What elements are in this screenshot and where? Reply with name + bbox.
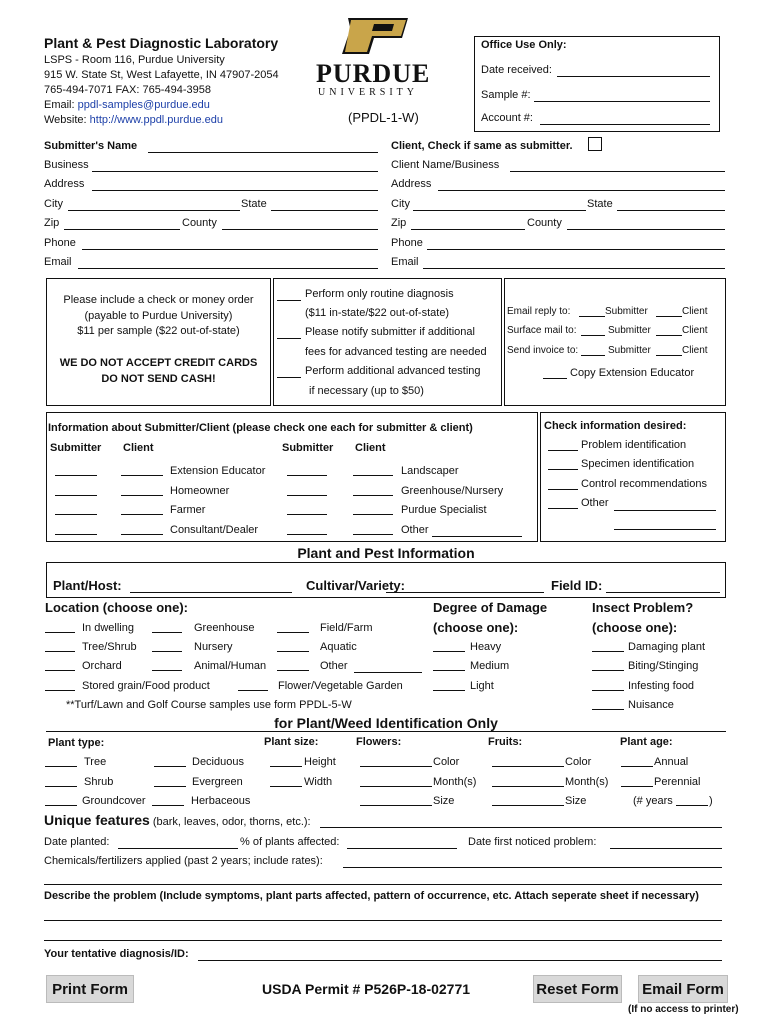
plant-type-item: Tree bbox=[84, 756, 107, 768]
insect-title: Insect Problem? bbox=[592, 600, 694, 615]
client-name-label: Client Name/Business bbox=[391, 159, 500, 171]
submitter-email-field[interactable] bbox=[78, 268, 378, 269]
years-label: (# years bbox=[633, 795, 673, 807]
surface-mail-submitter-check[interactable] bbox=[581, 335, 605, 336]
advanced-testing-label2: if necessary (up to $50) bbox=[309, 385, 424, 397]
plant-size-item: Height bbox=[304, 756, 336, 768]
loc-item: Tree/Shrub bbox=[82, 641, 137, 653]
info-left-item: Farmer bbox=[170, 504, 206, 516]
info-right-item: Other bbox=[401, 524, 429, 536]
email-reply-submitter-check[interactable] bbox=[579, 316, 605, 317]
fruits-label: Fruits: bbox=[488, 736, 523, 748]
client-email-label: Email bbox=[391, 256, 419, 268]
client-email-field[interactable] bbox=[423, 268, 725, 269]
check-info-check[interactable] bbox=[548, 508, 578, 509]
check-info-check[interactable] bbox=[548, 469, 578, 470]
account-number-label: Account #: bbox=[481, 112, 533, 124]
submitter-county-field[interactable] bbox=[222, 229, 378, 230]
plant-type-check[interactable] bbox=[45, 766, 77, 767]
submitter-name-field[interactable] bbox=[148, 152, 378, 153]
client-phone-label: Phone bbox=[391, 237, 423, 249]
email-label: Email: bbox=[44, 99, 78, 111]
loc-item: Aquatic bbox=[320, 641, 357, 653]
submitter-state-field[interactable] bbox=[271, 210, 378, 211]
loc-check[interactable] bbox=[152, 670, 182, 671]
payment-line2: (payable to Purdue University) bbox=[84, 310, 233, 322]
plant-age-check[interactable] bbox=[621, 786, 653, 787]
routine-diagnosis-label: Perform only routine diagnosis bbox=[305, 288, 454, 300]
insect-check[interactable] bbox=[592, 709, 624, 710]
client-zip-field[interactable] bbox=[411, 229, 525, 230]
unique-features-field[interactable] bbox=[320, 827, 722, 828]
submitter-phone-field[interactable] bbox=[82, 249, 378, 250]
notify-fees-label1: Please notify submitter if additional bbox=[305, 326, 475, 338]
loc-check[interactable] bbox=[152, 651, 182, 652]
plant-age-item: Perennial bbox=[654, 776, 701, 788]
field-id-label: Field ID: bbox=[551, 578, 603, 593]
info-submitter-header-left: Submitter bbox=[50, 442, 102, 454]
plant-size-check[interactable] bbox=[270, 786, 302, 787]
client-county-field[interactable] bbox=[567, 229, 725, 230]
submitter-city-label: City bbox=[44, 198, 63, 210]
plant-host-field[interactable] bbox=[130, 592, 292, 593]
submitter-email-label: Email bbox=[44, 256, 72, 268]
damage-item: Light bbox=[470, 680, 494, 692]
info-client-header-left: Client bbox=[123, 442, 154, 454]
loc-item: Greenhouse bbox=[194, 622, 255, 634]
fruit-size-field[interactable] bbox=[492, 805, 564, 806]
fruit-color-label: Color bbox=[565, 756, 592, 768]
damage-title: Degree of Damage bbox=[433, 600, 548, 615]
plant-type-check[interactable] bbox=[152, 805, 184, 806]
lab-phone-fax: 765-494-7071 FAX: 765-494-3958 bbox=[44, 84, 211, 96]
client-state-field[interactable] bbox=[617, 210, 725, 211]
submitter-phone-label: Phone bbox=[44, 237, 76, 249]
loc-item: Orchard bbox=[82, 660, 122, 672]
fruit-color-field[interactable] bbox=[492, 766, 564, 767]
client-zip-label: Zip bbox=[391, 217, 407, 229]
payment-warning2: DO NOT SEND CASH! bbox=[101, 373, 216, 385]
info-left-item: Consultant/Dealer bbox=[170, 524, 259, 536]
info-right-sub-check[interactable] bbox=[287, 514, 327, 515]
reset-form-button[interactable]: Reset Form bbox=[533, 975, 622, 1003]
client-county-label: County bbox=[527, 217, 562, 229]
client-address-label: Address bbox=[391, 178, 432, 190]
insect-item: Nuisance bbox=[628, 699, 674, 711]
check-info-other-field[interactable] bbox=[614, 510, 716, 511]
lab-address-line2: 915 W. State St, West Lafayette, IN 47907-2054 bbox=[44, 69, 279, 81]
insect-item: Damaging plant bbox=[628, 641, 706, 653]
info-other-field[interactable] bbox=[432, 536, 522, 537]
flower-size-label: Size bbox=[433, 795, 455, 807]
plant-type-check[interactable] bbox=[154, 786, 186, 787]
client-address-field[interactable] bbox=[438, 190, 725, 191]
usda-permit: USDA Permit # P526P-18-02771 bbox=[262, 981, 471, 997]
advanced-testing-check[interactable] bbox=[277, 377, 301, 378]
flower-size-field[interactable] bbox=[360, 805, 432, 806]
send-invoice-submitter-check[interactable] bbox=[581, 355, 605, 356]
info-left-client-check[interactable] bbox=[121, 514, 163, 515]
cultivar-field[interactable] bbox=[386, 592, 544, 593]
plant-size-item: Width bbox=[304, 776, 333, 788]
plant-size-check[interactable] bbox=[270, 766, 302, 767]
loc-item: Animal/Human bbox=[194, 660, 267, 672]
client-same-checkbox[interactable] bbox=[588, 137, 602, 151]
info-right-client-check[interactable] bbox=[353, 514, 393, 515]
chemicals-label: Chemicals/fertilizers applied (past 2 years; include rates): bbox=[44, 855, 323, 867]
weed-id-title: for Plant/Weed Identification Only bbox=[46, 714, 726, 732]
plant-age-label: Plant age: bbox=[620, 736, 673, 748]
loc-item: Nursery bbox=[194, 641, 233, 653]
surface-mail-submitter: Submitter bbox=[608, 325, 651, 336]
client-phone-field[interactable] bbox=[427, 249, 725, 250]
chemicals-field-2[interactable] bbox=[44, 884, 722, 885]
payment-line3: $11 per sample ($22 out-of-state) bbox=[77, 325, 240, 337]
account-number-field[interactable] bbox=[540, 124, 710, 125]
unique-features-label: Unique features bbox=[44, 812, 150, 828]
damage-check[interactable] bbox=[433, 670, 465, 671]
loc-check[interactable] bbox=[238, 690, 268, 691]
insect-check[interactable] bbox=[592, 690, 624, 691]
plant-type-item: Deciduous bbox=[192, 756, 244, 768]
email-reply-client: Client bbox=[682, 306, 708, 317]
fruit-month-label: Month(s) bbox=[565, 776, 609, 788]
submitter-zip-field[interactable] bbox=[64, 229, 180, 230]
insect-item: Biting/Stinging bbox=[628, 660, 699, 672]
loc-check[interactable] bbox=[45, 690, 75, 691]
surface-mail-client-check[interactable] bbox=[656, 335, 682, 336]
lab-website-row bbox=[44, 114, 223, 126]
print-form-button[interactable]: Print Form bbox=[46, 975, 134, 1003]
client-city-label: City bbox=[391, 198, 410, 210]
info-left-sub-check[interactable] bbox=[55, 514, 97, 515]
field-id-field[interactable] bbox=[606, 592, 720, 593]
submitter-address-field[interactable] bbox=[92, 190, 378, 191]
loc-check[interactable] bbox=[277, 651, 309, 652]
check-info-other-field2[interactable] bbox=[614, 529, 716, 530]
info-right-item: Purdue Specialist bbox=[401, 504, 487, 516]
cultivar-label: Cultivar/Variety: bbox=[306, 578, 405, 593]
plant-type-item: Groundcover bbox=[82, 795, 146, 807]
info-left-client-check[interactable] bbox=[121, 534, 163, 535]
info-right-sub-check[interactable] bbox=[287, 495, 327, 496]
info-left-client-check[interactable] bbox=[121, 495, 163, 496]
years-field[interactable] bbox=[676, 805, 708, 806]
check-info-title: Check information desired: bbox=[544, 420, 687, 432]
unique-features-row bbox=[44, 812, 311, 828]
loc-item: Other bbox=[320, 660, 348, 672]
routine-diagnosis-price: ($11 in-state/$22 out-of-state) bbox=[305, 307, 450, 319]
info-right-item: Landscaper bbox=[401, 465, 459, 477]
date-received-label: Date received: bbox=[481, 64, 552, 76]
email-reply-client-check[interactable] bbox=[656, 316, 682, 317]
plant-type-check[interactable] bbox=[45, 805, 77, 806]
years-close: ) bbox=[709, 795, 713, 807]
info-client-header-right: Client bbox=[355, 442, 386, 454]
plant-size-label: Plant size: bbox=[264, 736, 319, 748]
email-form-button[interactable]: Email Form bbox=[638, 975, 728, 1003]
website-label: Website: bbox=[44, 114, 90, 126]
advanced-testing-label1: Perform additional advanced testing bbox=[305, 365, 481, 377]
check-info-item: Problem identification bbox=[581, 439, 687, 451]
info-submitter-header-right: Submitter bbox=[282, 442, 334, 454]
check-info-check[interactable] bbox=[548, 450, 578, 451]
flower-color-field[interactable] bbox=[360, 766, 432, 767]
damage-check[interactable] bbox=[433, 651, 465, 652]
date-received-field[interactable] bbox=[557, 76, 710, 77]
submitter-address-label: Address bbox=[44, 178, 85, 190]
form-code: (PPDL-1-W) bbox=[348, 110, 419, 125]
loc-check[interactable] bbox=[152, 632, 182, 633]
chemicals-field[interactable] bbox=[343, 867, 722, 868]
pct-affected-label: % of plants affected: bbox=[240, 836, 340, 848]
insect-item: Infesting food bbox=[628, 680, 695, 692]
date-planted-field[interactable] bbox=[118, 848, 238, 849]
info-right-item: Greenhouse/Nursery bbox=[401, 485, 504, 497]
damage-item: Heavy bbox=[470, 641, 502, 653]
purdue-p-logo-icon bbox=[338, 16, 412, 59]
payment-line1: Please include a check or money order bbox=[63, 294, 254, 306]
date-planted-label: Date planted: bbox=[44, 836, 110, 848]
loc-item: Stored grain/Food product bbox=[82, 680, 210, 692]
describe-label: Describe the problem (Include symptoms, plant parts affected, pattern of occurrence, etc. Attach seperate sheet if necessary) bbox=[44, 890, 699, 902]
reply-box bbox=[504, 278, 726, 406]
payment-warning1: WE DO NOT ACCEPT CREDIT CARDS bbox=[59, 357, 258, 369]
flower-color-label: Color bbox=[433, 756, 460, 768]
submitter-state-label: State bbox=[241, 198, 267, 210]
submitter-county-label: County bbox=[182, 217, 217, 229]
loc-item: Flower/Vegetable Garden bbox=[278, 680, 403, 692]
website-link[interactable]: http://www.ppdl.purdue.edu bbox=[89, 114, 223, 126]
flower-month-field[interactable] bbox=[360, 786, 432, 787]
surface-mail-label: Surface mail to: bbox=[507, 325, 577, 336]
describe-field-2[interactable] bbox=[44, 940, 722, 941]
info-right-sub-check[interactable] bbox=[287, 475, 327, 476]
plant-type-check[interactable] bbox=[154, 766, 186, 767]
info-right-client-check[interactable] bbox=[353, 475, 393, 476]
sample-number-field[interactable] bbox=[534, 101, 710, 102]
submitter-zip-label: Zip bbox=[44, 217, 60, 229]
flower-month-label: Month(s) bbox=[433, 776, 477, 788]
info-right-sub-check[interactable] bbox=[287, 534, 327, 535]
send-invoice-client-check[interactable] bbox=[656, 355, 682, 356]
plant-age-check[interactable] bbox=[621, 766, 653, 767]
info-left-sub-check[interactable] bbox=[55, 495, 97, 496]
fruit-size-label: Size bbox=[565, 795, 587, 807]
insect-check[interactable] bbox=[592, 651, 624, 652]
purdue-logo-word: PURDUE bbox=[316, 59, 431, 88]
loc-item: Field/Farm bbox=[320, 622, 373, 634]
plant-host-label: Plant/Host: bbox=[53, 578, 122, 593]
email-reply-label: Email reply to: bbox=[507, 306, 571, 317]
loc-check[interactable] bbox=[277, 670, 309, 671]
info-left-item: Extension Educator bbox=[170, 465, 266, 477]
damage-item: Medium bbox=[470, 660, 510, 672]
plant-type-item: Evergreen bbox=[192, 776, 243, 788]
loc-check[interactable] bbox=[45, 632, 75, 633]
info-right-client-check[interactable] bbox=[353, 495, 393, 496]
loc-item: In dwelling bbox=[82, 622, 134, 634]
insect-subtitle: (choose one): bbox=[592, 620, 678, 635]
info-left-client-check[interactable] bbox=[121, 475, 163, 476]
office-use-title: Office Use Only: bbox=[481, 39, 567, 51]
info-right-client-check[interactable] bbox=[353, 534, 393, 535]
check-info-item: Specimen identification bbox=[581, 458, 695, 470]
loc-check[interactable] bbox=[45, 651, 75, 652]
location-title: Location (choose one): bbox=[45, 600, 188, 615]
send-invoice-client: Client bbox=[682, 345, 708, 356]
purdue-logo-sub: UNIVERSITY bbox=[318, 87, 418, 98]
email-link[interactable]: ppdl-samples@purdue.edu bbox=[77, 99, 210, 111]
loc-check[interactable] bbox=[277, 632, 309, 633]
routine-diagnosis-check[interactable] bbox=[277, 300, 301, 301]
plant-pest-title: Plant and Pest Information bbox=[297, 545, 475, 561]
submitter-name-label: Submitter's Name bbox=[44, 140, 138, 152]
damage-check[interactable] bbox=[433, 690, 465, 691]
lab-name: Plant & Pest Diagnostic Laboratory bbox=[44, 35, 279, 51]
diagnosis-label: Your tentative diagnosis/ID: bbox=[44, 948, 189, 960]
send-invoice-label: Send invoice to: bbox=[507, 345, 579, 356]
check-info-item: Other bbox=[581, 497, 609, 509]
turf-note: **Turf/Lawn and Golf Course samples use form PPDL-5-W bbox=[66, 699, 352, 711]
info-title: Information about Submitter/Client (please check one each for submitter & client) bbox=[48, 422, 473, 434]
lab-address-line1: LSPS - Room 116, Purdue University bbox=[44, 54, 225, 66]
check-info-item: Control recommendations bbox=[581, 478, 707, 490]
loc-other-field[interactable] bbox=[354, 672, 422, 673]
unique-features-hint: (bark, leaves, odor, thorns, etc.): bbox=[149, 816, 311, 828]
info-left-item: Homeowner bbox=[170, 485, 230, 497]
info-left-sub-check[interactable] bbox=[55, 534, 97, 535]
client-name-field[interactable] bbox=[510, 171, 725, 172]
notify-fees-check[interactable] bbox=[277, 338, 301, 339]
client-state-label: State bbox=[587, 198, 613, 210]
sample-number-label: Sample #: bbox=[481, 89, 531, 101]
fruit-month-field[interactable] bbox=[492, 786, 564, 787]
submitter-city-field[interactable] bbox=[68, 210, 240, 211]
email-form-note: (If no access to printer) bbox=[628, 1004, 739, 1015]
pct-affected-field[interactable] bbox=[347, 848, 457, 849]
first-noticed-field[interactable] bbox=[610, 848, 722, 849]
email-reply-submitter: Submitter bbox=[605, 306, 648, 317]
insect-check[interactable] bbox=[592, 670, 624, 671]
plant-type-check[interactable] bbox=[45, 786, 77, 787]
plant-type-item: Herbaceous bbox=[191, 795, 251, 807]
plant-age-item: Annual bbox=[654, 756, 689, 768]
damage-subtitle: (choose one): bbox=[433, 620, 519, 635]
check-info-check[interactable] bbox=[548, 489, 578, 490]
send-invoice-submitter: Submitter bbox=[608, 345, 651, 356]
client-city-field[interactable] bbox=[413, 210, 586, 211]
loc-check[interactable] bbox=[45, 670, 75, 671]
business-field[interactable] bbox=[92, 171, 378, 172]
copy-educator-check[interactable] bbox=[543, 378, 567, 379]
notify-fees-label2: fees for advanced testing are needed bbox=[305, 346, 487, 358]
first-noticed-label: Date first noticed problem: bbox=[468, 836, 597, 848]
info-left-sub-check[interactable] bbox=[55, 475, 97, 476]
lab-email-row bbox=[44, 99, 210, 111]
plant-type-item: Shrub bbox=[84, 776, 114, 788]
flowers-label: Flowers: bbox=[356, 736, 402, 748]
describe-field-1[interactable] bbox=[44, 920, 722, 921]
client-same-label: Client, Check if same as submitter. bbox=[391, 140, 573, 152]
plant-type-label: Plant type: bbox=[48, 737, 105, 749]
business-label: Business bbox=[44, 159, 89, 171]
copy-educator-label: Copy Extension Educator bbox=[570, 367, 695, 379]
diagnosis-field[interactable] bbox=[198, 960, 722, 961]
surface-mail-client: Client bbox=[682, 325, 708, 336]
